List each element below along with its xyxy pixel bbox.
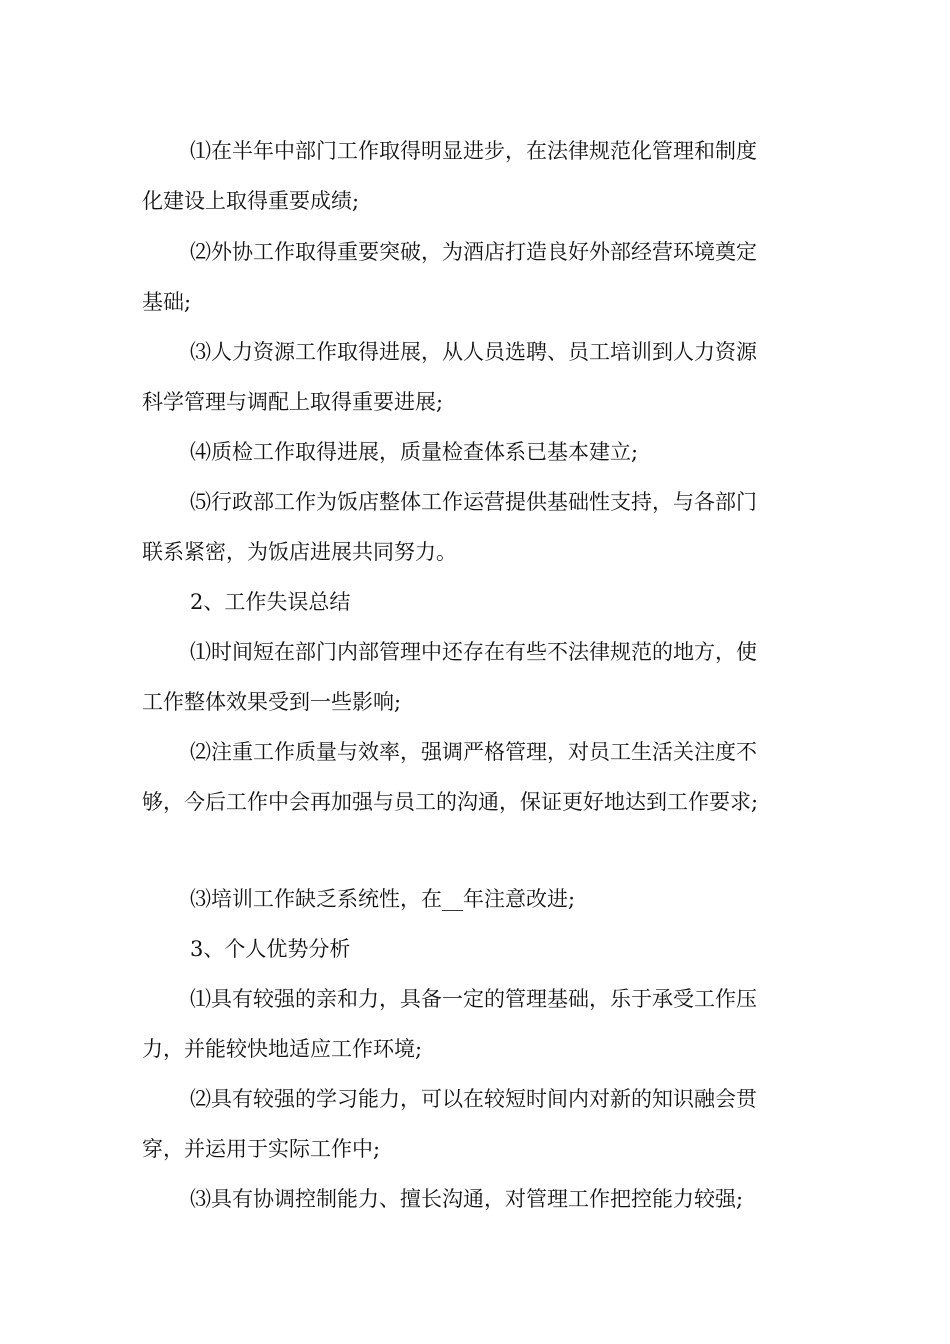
paragraph-6-line-2: 工作整体效果受到一些影响; (142, 690, 402, 714)
paragraph-7-line-2: 够，今后工作中会再加强与员工的沟通，保证更好地达到工作要求; (142, 790, 759, 814)
section-heading-2: 2、工作失误总结 (190, 590, 351, 614)
paragraph-1-line-1: ⑴在半年中部门工作取得明显进步，在法律规范化管理和制度 (190, 139, 757, 163)
paragraph-9-line-2: 力，并能较快地适应工作环境; (142, 1037, 423, 1061)
paragraph-10-line-2: 穿，并运用于实际工作中; (142, 1137, 381, 1161)
paragraph-1-line-2: 化建设上取得重要成绩; (142, 189, 360, 213)
paragraph-4-line-1: ⑷质检工作取得进展，质量检查体系已基本建立; (190, 440, 639, 464)
paragraph-2-line-2: 基础; (142, 290, 192, 314)
paragraph-11-line-1: ⑶具有协调控制能力、擅长沟通，对管理工作把控能力较强; (190, 1187, 744, 1211)
paragraph-2-line-1: ⑵外协工作取得重要突破，为酒店打造良好外部经营环境奠定 (190, 240, 757, 264)
paragraph-5-line-2: 联系紧密，为饭店进展共同努力。 (142, 540, 457, 564)
paragraph-10-line-1: ⑵具有较强的学习能力，可以在较短时间内对新的知识融会贯 (190, 1087, 757, 1111)
paragraph-7-line-1: ⑵注重工作质量与效率，强调严格管理，对员工生活关注度不 (190, 740, 757, 764)
paragraph-3-line-2: 科学管理与调配上取得重要进展; (142, 390, 444, 414)
paragraph-6-line-1: ⑴时间短在部门内部管理中还存在有些不法律规范的地方，使 (190, 640, 757, 664)
section-heading-3: 3、个人优势分析 (190, 937, 351, 961)
paragraph-3-line-1: ⑶人力资源工作取得进展，从人员选聘、员工培训到人力资源 (190, 340, 757, 364)
paragraph-9-line-1: ⑴具有较强的亲和力，具备一定的管理基础，乐于承受工作压 (190, 987, 757, 1011)
paragraph-5-line-1: ⑸行政部工作为饭店整体工作运营提供基础性支持，与各部门 (190, 490, 757, 514)
paragraph-8-line-1: ⑶培训工作缺乏系统性，在__年注意改进; (190, 887, 576, 911)
